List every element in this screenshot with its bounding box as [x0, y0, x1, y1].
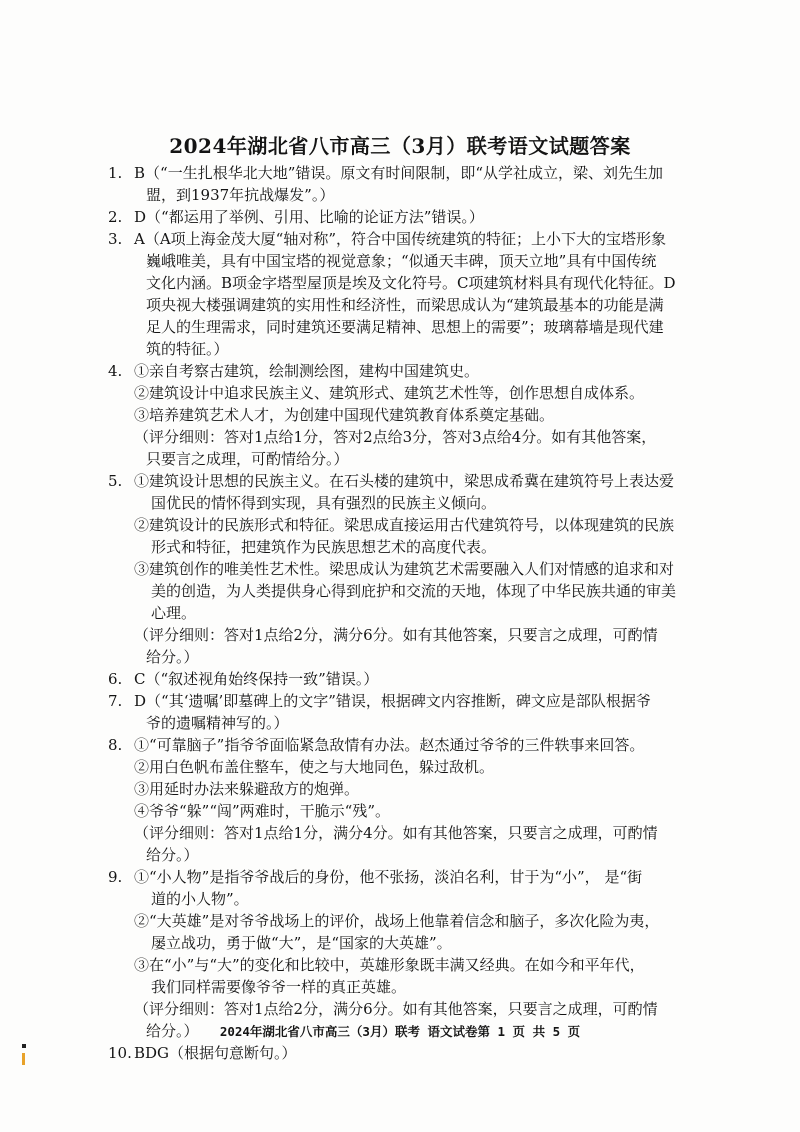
answer-item	[108, 470, 698, 668]
text-line: ②“大英雄”是对爷爷战场上的评价，战场上他靠着信念和脑子，多次化险为夷，	[134, 912, 660, 930]
answer-point	[134, 734, 698, 756]
text-line: ④爷爷“躲”“闯”两难时，干脆示“残”。	[134, 802, 391, 820]
answer-point	[134, 778, 698, 800]
text-line: 足人的生理需求，同时建筑还要满足精神、思想上的需要”；玻璃幕墙是现代建	[146, 318, 664, 336]
answer-text	[134, 228, 698, 360]
answer-point	[134, 514, 698, 558]
text-line: 巍峨唯美，具有中国宝塔的视觉意象；“似通天丰碑，顶天立地”具有中国传统	[146, 252, 657, 270]
text-line: 给分。）	[146, 648, 199, 666]
text-line: D（“其‘遗嘱’即墓碑上的文字”错误，根据碑文内容推断，碑文应是部队根据爷	[134, 692, 651, 710]
answer-item	[108, 206, 698, 228]
scoring-note	[134, 624, 698, 668]
scoring-note	[134, 426, 698, 470]
answer-number: 4.	[108, 362, 123, 380]
answer-point	[134, 360, 698, 382]
answer-point	[134, 558, 698, 624]
text-line: 美的创造，为人类提供身心得到庇护和交流的天地，体现了中华民族共通的审美	[151, 582, 677, 600]
answer-item	[108, 360, 698, 470]
answer-number: 7.	[108, 692, 123, 710]
answer-number: 2.	[108, 208, 123, 226]
answer-text	[134, 1042, 698, 1064]
text-line: 道的小人物”。	[151, 890, 249, 908]
text-line: ①“可靠脑子”指爷爷面临紧急敌情有办法。赵杰通过爷爷的三件轶事来回答。	[134, 736, 645, 754]
text-line: D（“都运用了举例、引用、比喻的论证方法”错误。）	[134, 208, 484, 226]
answer-number: 6.	[108, 670, 123, 688]
text-line: ②建筑设计的民族形式和特征。梁思成直接运用古代建筑符号，以体现建筑的民族	[134, 516, 675, 534]
scan-dot-marker	[22, 1044, 26, 1048]
text-line: 给分。）	[146, 846, 199, 864]
answer-item	[108, 866, 698, 1042]
text-line: 心理。	[151, 604, 197, 622]
text-line: 文化内涵。B项金字塔型屋顶是埃及文化符号。C项建筑材料具有现代化特征。D	[146, 274, 676, 292]
text-line: （评分细则：答对1点给2分，满分6分。如有其他答案，只要言之成理，可酌情	[134, 1000, 658, 1018]
scoring-note	[134, 822, 698, 866]
page-title: 2024年湖北省八市高三（3月）联考语文试题答案	[169, 134, 631, 158]
text-line: ③建筑创作的唯美性艺术性。梁思成认为建筑艺术需要融入人们对情感的追求和对	[134, 560, 675, 578]
answer-point	[134, 404, 698, 426]
text-line: BDG（根据句意断句。）	[134, 1044, 297, 1062]
answer-list	[108, 162, 698, 1064]
text-line: ①建筑设计思想的民族主义。在石头楼的建筑中，梁思成希冀在建筑符号上表达爱	[134, 472, 675, 490]
answer-number: 8.	[108, 736, 123, 754]
text-line: 盟，到1937年抗战爆发”。）	[146, 186, 335, 204]
text-line: （评分细则：答对1点给1分，满分4分。如有其他答案，只要言之成理，可酌情	[134, 824, 658, 842]
text-line: 屡立战功，勇于做“大”，是“国家的大英雄”。	[151, 934, 452, 952]
answer-item	[108, 668, 698, 690]
answer-point	[134, 954, 698, 998]
text-line: 我们同样需要像爷爷一样的真正英雄。	[151, 978, 407, 996]
answer-point	[134, 382, 698, 404]
text-line: ③培养建筑艺术人才，为创建中国现代建筑教育体系奠定基础。	[134, 406, 555, 424]
answer-item	[108, 162, 698, 206]
answer-number: 9.	[108, 868, 123, 886]
text-line: 项央视大楼强调建筑的实用性和经济性，而梁思成认为“建筑最基本的功能是满	[146, 296, 664, 314]
text-line: ②用白色帆布盖住整车，使之与大地同色，躲过敌机。	[134, 758, 495, 776]
scan-bar-marker	[22, 1053, 25, 1065]
text-line: ①亲自考察古建筑，绘制测绘图，建构中国建筑史。	[134, 362, 480, 380]
text-line: B（“一生扎根华北大地”错误。原文有时间限制，即“从学社成立，梁、刘先生加	[134, 164, 664, 182]
text-line: 国优民的情怀得到实现，具有强烈的民族主义倾向。	[151, 494, 497, 512]
answer-point	[134, 470, 698, 514]
text-line: （评分细则：答对1点给1分，答对2点给3分，答对3点给4分。如有其他答案，	[134, 428, 657, 446]
text-line: C（“叙述视角始终保持一致”错误。）	[134, 670, 379, 688]
text-line: （评分细则：答对1点给2分，满分6分。如有其他答案，只要言之成理，可酌情	[134, 626, 658, 644]
answer-text	[134, 668, 698, 690]
text-line: 形式和特征，把建筑作为民族思想艺术的高度代表。	[151, 538, 497, 556]
text-line: ③用延时办法来躲避敌方的炮弹。	[134, 780, 360, 798]
answer-item	[108, 1042, 698, 1064]
text-line: ①“小人物”是指爷爷战后的身份，他不张扬，淡泊名利，甘于为“小”， 是“街	[134, 868, 643, 886]
answer-number: 10.	[108, 1044, 132, 1062]
answer-point	[134, 910, 698, 954]
answer-number: 1.	[108, 164, 123, 182]
page-footer: 2024年湖北省八市高三（3月）联考 语文试卷第 1 页 共 5 页	[219, 1024, 581, 1039]
answer-point	[134, 866, 698, 910]
answer-text	[134, 206, 698, 228]
answer-text	[134, 690, 698, 734]
answer-point	[134, 756, 698, 778]
text-line: ②建筑设计中追求民族主义、建筑形式、建筑艺术性等，创作思想自成体系。	[134, 384, 645, 402]
text-line: ③在“小”与“大”的变化和比较中，英雄形象既丰满又经典。在如今和平年代，	[134, 956, 645, 974]
answer-text	[134, 162, 698, 206]
text-line: 筑的特征。）	[146, 340, 229, 358]
answer-item	[108, 228, 698, 360]
answer-point	[134, 800, 698, 822]
answer-item	[108, 734, 698, 866]
text-line: 只要言之成理，可酌情给分。）	[146, 450, 349, 468]
text-line: 爷的遗嘱精神写的。）	[146, 714, 289, 732]
answer-number: 3.	[108, 230, 123, 248]
answer-item	[108, 690, 698, 734]
text-line: A（A项上海金茂大厦“轴对称”，符合中国传统建筑的特征；上小下大的宝塔形象	[134, 230, 667, 248]
text-line: 给分。）	[146, 1022, 199, 1040]
answer-number: 5.	[108, 472, 123, 490]
